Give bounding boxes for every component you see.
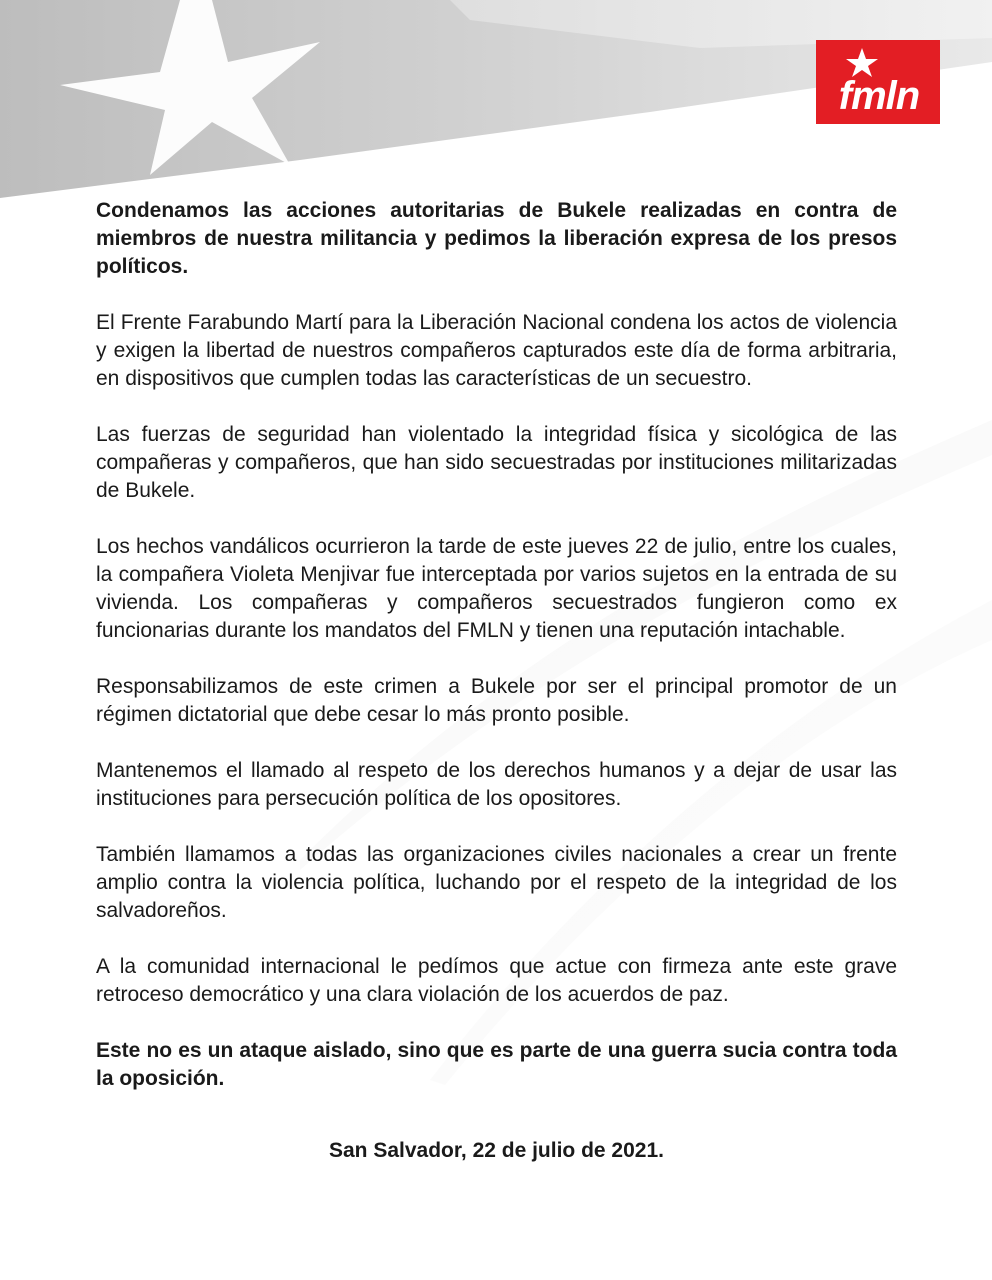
headline: Condenamos las acciones autoritarias de Bukele realizadas en contra de miembros de nuestra militancia y pedimos la liberación expresa de los presos políticos.	[96, 199, 897, 278]
paragraph: A la comunidad internacional le pedímos que actue con firmeza ante este grave retroceso democrático y una clara violación de los acuerdos de paz.	[96, 955, 897, 1006]
place-and-date: San Salvador, 22 de julio de 2021.	[329, 1139, 664, 1162]
closing-statement: Este no es un ataque aislado, sino que es parte de una guerra sucia contra toda la oposición.	[96, 1039, 897, 1090]
paragraph: Mantenemos el llamado al respeto de los derechos humanos y a dejar de usar las instituciones para persecución política de los opositores.	[96, 759, 897, 810]
statement-body	[96, 197, 897, 1165]
paragraph: Responsabilizamos de este crimen a Bukele por ser el principal promotor de un régimen dictatorial que debe cesar lo más pronto posible.	[96, 675, 897, 726]
fmln-logo	[816, 40, 940, 124]
paragraph: El Frente Farabundo Martí para la Liberación Nacional condena los actos de violencia y exigen la libertad de nuestros compañeros capturados este día de forma arbitraria, en dispositivos que cumplen todas las características de un secuestro.	[96, 311, 897, 390]
paragraph: Las fuerzas de seguridad han violentado la integridad física y sicológica de las compañeras y compañeros, que han sido secuestradas por instituciones militarizadas de Bukele.	[96, 423, 897, 502]
paragraph: Los hechos vandálicos ocurrieron la tarde de este jueves 22 de julio, entre los cuales, la compañera Violeta Menjivar fue interceptada por varios sujetos en la entrada de su vivienda. Los compañeras y compañeros secuestrados fungieron como ex funcionarias durante los mandatos del FMLN y tienen una reputación intachable.	[96, 535, 897, 642]
paragraph: También llamamos a todas las organizaciones civiles nacionales a crear un frente amplio contra la violencia política, luchando por el respeto de la integridad de los salvadoreños.	[96, 843, 897, 922]
logo-text: fmln	[838, 74, 920, 118]
